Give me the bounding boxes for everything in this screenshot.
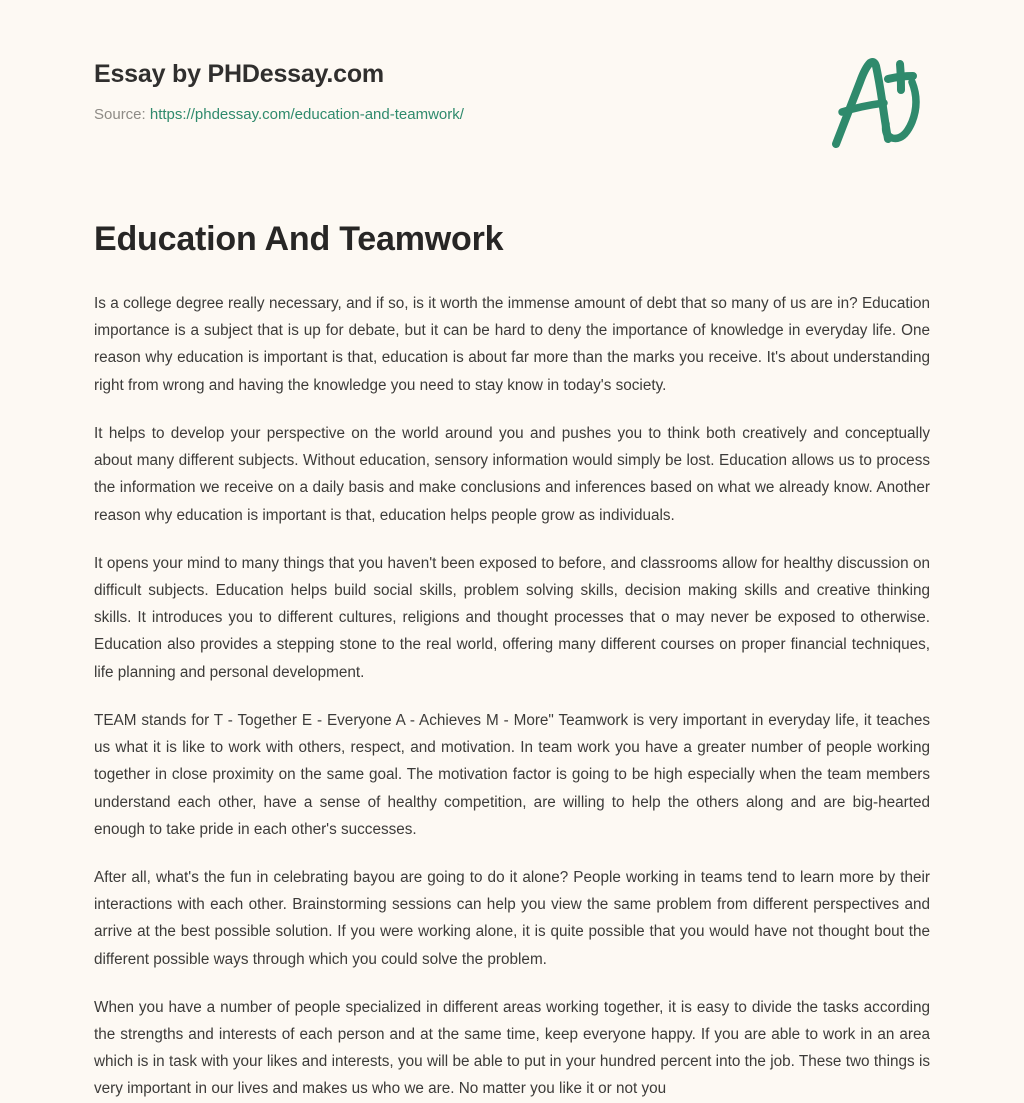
source-label: Source:	[94, 106, 146, 123]
page-title: Education And Teamwork	[94, 220, 504, 258]
source-line	[94, 107, 930, 122]
source-url-link[interactable]: https://phdessay.com/education-and-teamwork/	[149, 106, 464, 123]
paragraph: When you have a number of people specialized in different areas working together, it is easy to divide the tasks according the strengths and interests of each person and at the same time, keep everyone happy. If you are able to work in an area which is in task with your likes and interests, you will be able to put in your hundred percent into the job. These two things is very important in our lives and makes us who we are. No matter you like it or not you	[94, 998, 930, 1098]
brand-title: Essay by PHDessay.com	[94, 60, 384, 88]
page-header	[94, 0, 930, 123]
essay-body	[94, 256, 930, 1103]
paragraph: It opens your mind to many things that you haven't been exposed to before, and classrooms allow for healthy discussion on difficult subjects. Education helps build social skills, problem solving skills, decision making skills and creative thinking skills. It introduces you to different cultures, religions and thought processes that o may never be exposed to otherwise. Education also provides a stepping stone to the real world, offering many different courses on proper financial techniques, life planning and personal development.	[94, 554, 930, 681]
paragraph: Is a college degree really necessary, and if so, is it worth the immense amount of debt that so many of us are in? Education importance is a subject that is up for debate, but it can be hard to deny the importance of knowledge in everyday life. One reason why education is important is that, education is about far more than the marks you receive. It's about understanding right from wrong and having the knowledge you need to stay know in today's society.	[94, 295, 930, 394]
paragraph: It helps to develop your perspective on the world around you and pushes you to think both creatively and conceptually about many different subjects. Without education, sensory information would simply be lost. Education allows us to process the information we receive on a daily basis and make conclusions and inferences based on what we already know. Another reason why education is important is that, education helps people grow as individuals.	[94, 424, 930, 524]
paragraph: TEAM stands for T - Together E - Everyone A - Achieves M - More" Teamwork is very important in everyday life, it teaches us what it is like to work with others, respect, and motivation. In team work you have a greater number of people working together in close proximity on the same goal. The motivation factor is going to be high especially when the team members understand each other, have a sense of healthy competition, are willing to help the others along and are big-hearted enough to take pride in each other's successes.	[94, 711, 930, 838]
paragraph: After all, what's the fun in celebrating bayou are going to do it alone? People working in teams tend to learn more by their interactions with each other. Brainstorming sessions can help you view the same problem from different perspectives and arrive at the best possible solution. If you were working alone, it is quite possible that you would have not thought bout the different possible ways through which you could solve the problem.	[94, 868, 930, 968]
a-plus-logo-icon	[816, 46, 936, 156]
